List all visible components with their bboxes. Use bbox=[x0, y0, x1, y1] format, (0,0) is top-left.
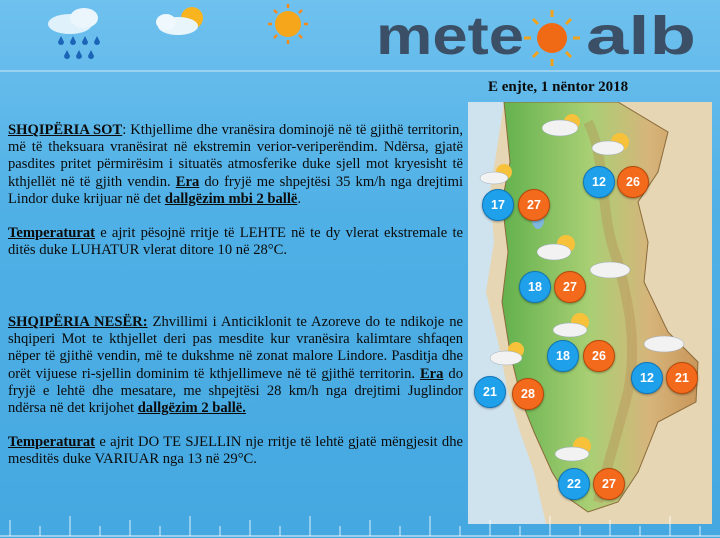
sun-icon bbox=[268, 4, 308, 44]
cloud-icon bbox=[644, 336, 684, 352]
sun-behind-cloud-icon bbox=[156, 7, 203, 35]
sea-state: dallgëzim mbi 2 ballë bbox=[164, 190, 298, 207]
temperature-label: Temperaturat bbox=[8, 434, 96, 451]
tomorrow-paragraph bbox=[8, 314, 463, 417]
today-temperature-text: e ajrit pësojnë rritje të LEHTE në te dy vlerat ekstremale te ditës duke LUHATUR vlerat ditore 10 në 28°C. bbox=[8, 225, 463, 259]
wind-label: Era bbox=[419, 365, 444, 382]
cloud-icon bbox=[590, 262, 630, 278]
weather-icons-strip bbox=[0, 0, 370, 70]
min-temp-bubble: 18 bbox=[519, 271, 551, 303]
logo-text-left: mete bbox=[376, 6, 524, 66]
max-temp-bubble: 26 bbox=[617, 166, 649, 198]
today-text-2: do fryjë me shpejtësi 35 km/h nga drejtimi Lindor duke krijuar në det bbox=[8, 173, 463, 207]
today-text-3: . bbox=[297, 190, 302, 207]
logo-text-right: alb bbox=[586, 6, 696, 66]
max-temp-bubble: 28 bbox=[512, 378, 544, 410]
today-forecast bbox=[8, 122, 463, 259]
max-temp-bubble: 27 bbox=[554, 271, 586, 303]
tomorrow-text-2: do fryjë e lehtë dhe mesatare, me shpejtësi 28 km/h nga drejtimi Juglindor ndërsa në det krijohet bbox=[8, 365, 463, 417]
max-temp-bubble: 26 bbox=[583, 340, 615, 372]
temperature-label: Temperaturat bbox=[8, 225, 96, 242]
wind-label: Era bbox=[175, 173, 200, 190]
tomorrow-temperature-text: e ajrit DO TE SJELLIN nje rritje të lehtë gjatë mëngjesit dhe mesditës duke VARIUAR nga 13 në 29°C. bbox=[8, 434, 463, 468]
min-temp-bubble: 18 bbox=[547, 340, 579, 372]
meteoalb-logo bbox=[372, 4, 712, 76]
max-temp-bubble: 27 bbox=[518, 189, 550, 221]
forecast-date: E enjte, 1 nëntor 2018 bbox=[488, 79, 629, 95]
max-temp-bubble: 27 bbox=[593, 468, 625, 500]
tomorrow-text: Zhvillimi i Anticiklonit te Azoreve do te ndikoje ne shqiperi Mot te kthjellet deri pas mesdite kur vranësira kalimtare shfaqen nëper të gjithë vendin, më te dukshme në zonat malore Lindore. Pasditja dhe orët vijuese ri-sjellin dominim të kthjellimeve në të gjithë territorin. bbox=[8, 314, 463, 382]
tomorrow-forecast bbox=[8, 314, 463, 469]
logo-sun-icon bbox=[524, 10, 580, 66]
max-temp-bubble: 21 bbox=[666, 362, 698, 394]
today-heading: SHQIPËRIA SOT bbox=[8, 122, 123, 138]
today-paragraph bbox=[8, 122, 463, 208]
min-temp-bubble: 21 bbox=[474, 376, 506, 408]
today-text: : Kthjellime dhe vranësira dominojë në të gjithë territorin, më të theksuara vranësirat në ekstremin verior-veriperëndim. Ndërsa, gjatë pasdites pritet përmirësim i situatës atmosferike duke sjell mot kryesisht të kthjellët në të gjith vendin. bbox=[8, 122, 463, 190]
min-temp-bubble: 12 bbox=[631, 362, 663, 394]
min-temp-bubble: 17 bbox=[482, 189, 514, 221]
min-temp-bubble: 22 bbox=[558, 468, 590, 500]
rain-cloud-icon bbox=[48, 8, 100, 59]
tomorrow-heading: SHQIPËRIA NESËR: bbox=[8, 314, 148, 330]
sea-state: dallgëzim 2 ballë. bbox=[137, 400, 246, 417]
tomorrow-temperature-paragraph bbox=[8, 434, 463, 468]
decorative-ruler bbox=[0, 498, 720, 538]
albania-map bbox=[468, 102, 712, 524]
min-temp-bubble: 12 bbox=[583, 166, 615, 198]
today-temperature-paragraph bbox=[8, 225, 463, 259]
